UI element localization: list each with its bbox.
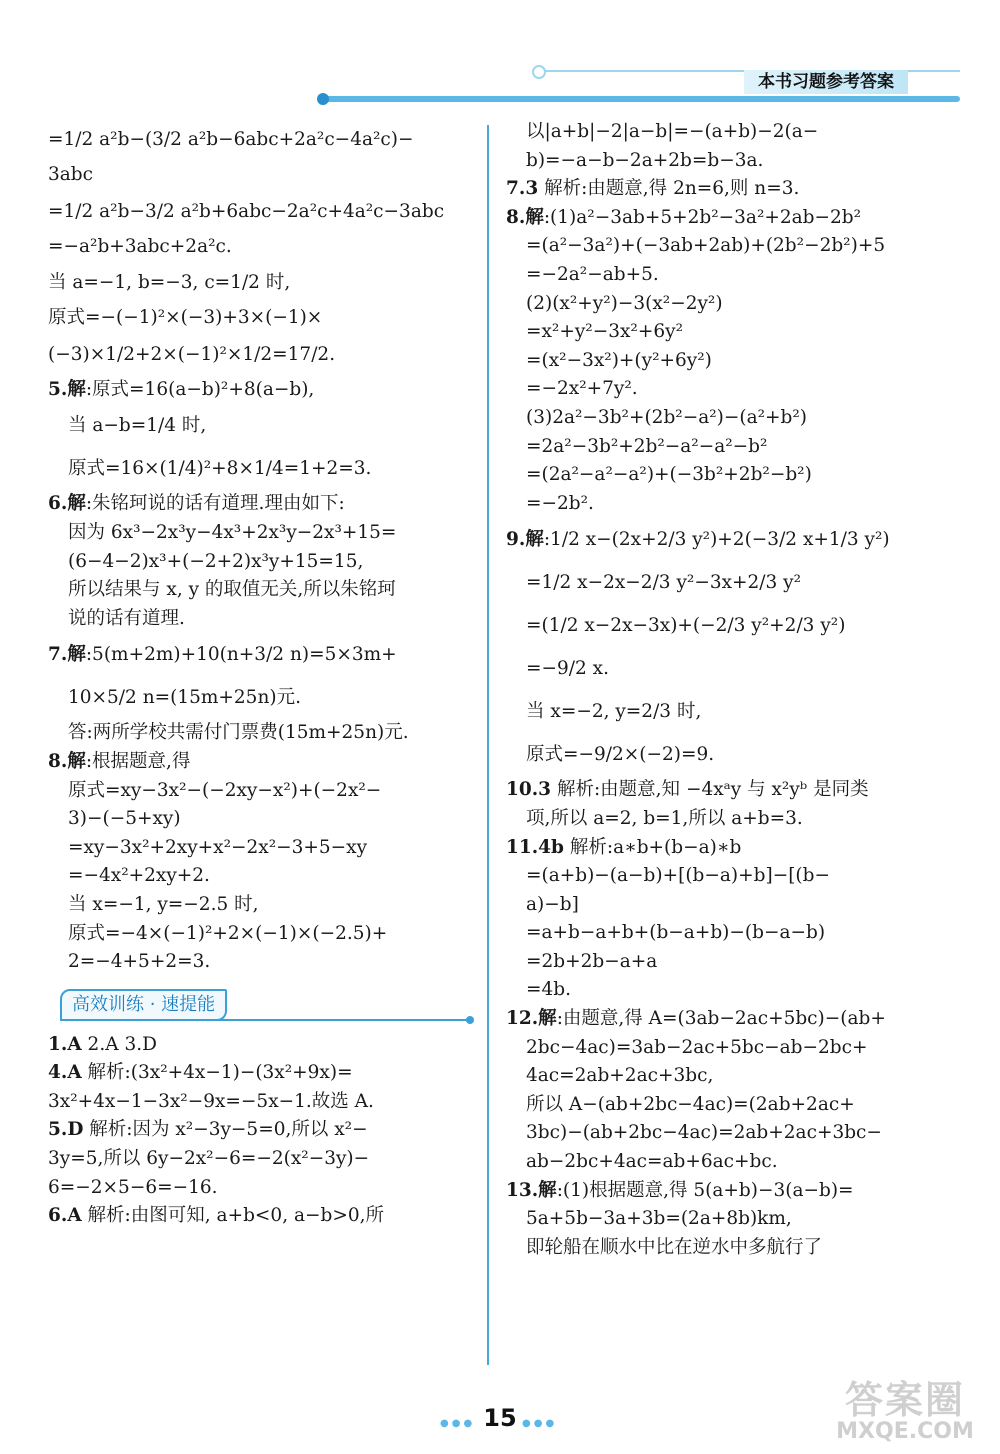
answer-text: 2.A 3.D — [81, 1033, 157, 1055]
answer-line: 原式=xy−3x²−(−2xy−x²)+(−2x²− — [68, 779, 382, 801]
answer-line: 3x²+4x−1−3x²−9x=−5x−1.故选 A. — [48, 1090, 374, 1112]
answer-line: 答:两所学校共需付门票费(15m+25n)元. — [68, 722, 409, 744]
answer-line: =a+b−a+b+(b−a+b)−(b−a−b) — [526, 922, 826, 944]
answer-line — [506, 834, 946, 863]
section-rule — [60, 1019, 470, 1021]
section-rule-dot — [466, 1016, 474, 1024]
problem-number: 8.解 — [48, 750, 86, 772]
answer-line: (3)2a²−3b²+(2b²−a²)−(a²+b²) — [526, 406, 808, 428]
right-column — [506, 118, 946, 1262]
answer-line: =−2b². — [526, 492, 594, 514]
answer-line: 3bc)−(ab+2bc−4ac)=2ab+2ac+3bc− — [526, 1122, 882, 1144]
answer-line: =(a+b)−(a−b)+[(b−a)+b]−[(b− — [526, 865, 830, 887]
answer-line — [48, 748, 480, 777]
problem-number: 5.解 — [48, 378, 86, 400]
answer-line: 原式=16×(1/4)²+8×1/4=1+2=3. — [68, 458, 372, 480]
answer-line — [48, 1031, 480, 1060]
header-ring-ornament — [532, 65, 546, 79]
answer-line: 原式=−4×(−1)²+2×(−1)×(−2.5)+ — [68, 922, 388, 944]
problem-number: 11.4b — [506, 836, 564, 858]
answer-line: 3y=5,所以 6y−2x²−6=−2(x²−3y)− — [48, 1148, 370, 1170]
answer-line: a)−b] — [526, 893, 579, 915]
answer-text: :朱铭珂说的话有道理.理由如下: — [85, 493, 345, 515]
answer-text: 解析:因为 x²−3y−5=0,所以 x²− — [83, 1119, 368, 1141]
problem-number: 4.A — [48, 1062, 82, 1084]
section-header — [60, 989, 480, 1027]
answer-line — [48, 633, 480, 676]
problem-number: 8.解 — [506, 206, 544, 228]
answer-line: =x²+y²−3x²+6y² — [526, 321, 683, 343]
problem-number: 9.解 — [506, 529, 544, 551]
answer-text: :1/2 x−(2x+2/3 y²)+2(−3/2 x+1/3 y²) — [543, 529, 890, 551]
page-number-ornament-right: ●●● — [522, 1418, 558, 1429]
answer-line: =1/2 x−2x−2/3 y²−3x+2/3 y² — [526, 572, 802, 594]
answer-line: =2b+2b−a+a — [526, 950, 658, 972]
answer-text: 解析:由题意,知 −4xᵃy 与 x²yᵇ 是同类 — [551, 779, 869, 801]
problem-number: 1.A — [48, 1033, 82, 1055]
watermark — [820, 1380, 990, 1444]
header-rule — [320, 96, 960, 102]
answer-text: :由题意,得 A=(3ab−2ac+5bc)−(ab+ — [556, 1008, 886, 1030]
answer-line — [48, 1202, 480, 1231]
answer-line — [48, 490, 480, 519]
answer-line: 3abc — [48, 164, 94, 185]
answer-text: :根据题意,得 — [85, 750, 191, 772]
problem-number: 12.解 — [506, 1008, 557, 1030]
answer-line: 当 x=−1, y=−2.5 时, — [68, 893, 259, 915]
answer-text: 解析:(3x²+4x−1)−(3x²+9x)= — [81, 1062, 353, 1084]
answer-line — [506, 175, 946, 204]
answer-line — [48, 1116, 480, 1145]
section-title: 高效训练 · 速提能 — [60, 989, 227, 1021]
answer-line — [506, 1005, 946, 1034]
answer-text: 解析:由图可知, a+b<0, a−b>0,所 — [81, 1205, 384, 1227]
running-header-title: 本书习题参考答案 — [744, 70, 908, 94]
answer-line — [506, 776, 946, 805]
answer-line: 所以结果与 x, y 的取值无关,所以朱铭珂 — [68, 579, 396, 601]
problem-number: 5.D — [48, 1119, 84, 1141]
answer-line: =1/2 a²b−3/2 a²b+6abc−2a²c+4a²c−3abc — [48, 200, 445, 222]
answer-line: =−2x²+7y². — [526, 378, 638, 400]
problem-number: 13.解 — [506, 1179, 557, 1201]
answer-text: 解析:a∗b+(b−a)∗b — [564, 836, 742, 858]
watermark-logo-text: 答案圈 — [844, 1378, 965, 1422]
answer-line — [506, 1177, 946, 1206]
answer-text: :原式=16(a−b)²+8(a−b), — [85, 378, 315, 400]
right-answers — [506, 118, 946, 1262]
answer-line: 因为 6x³−2x³y−4x³+2x³y−2x³+15= — [68, 521, 397, 543]
answer-line: 原式=−9/2×(−2)=9. — [526, 744, 715, 766]
answer-line: =(2a²−a²−a²)+(−3b²+2b²−b²) — [526, 464, 812, 486]
answer-line: =(x²−3x²)+(y²+6y²) — [526, 349, 712, 371]
answer-line: 4ac=2ab+2ac+3bc, — [526, 1065, 714, 1087]
answer-line: 说的话有道理. — [68, 607, 185, 629]
answer-line — [48, 376, 480, 405]
problem-number: 7.解 — [48, 644, 86, 666]
answer-line — [506, 518, 946, 561]
answer-line: 以|a+b|−2|a−b|=−(a+b)−2(a− — [526, 121, 819, 142]
answer-text: :(1)a²−3ab+5+2b²−3a²+2ab−2b² — [543, 206, 862, 228]
answer-line: 当 x=−2, y=2/3 时, — [526, 701, 702, 723]
answer-line: =2a²−3b²+2b²−a²−a²−b² — [526, 435, 768, 457]
answer-line: =−4x²+2xy+2. — [68, 865, 210, 887]
problem-number: 6.解 — [48, 493, 86, 515]
answer-text: 解析:由题意,得 2n=6,则 n=3. — [538, 178, 800, 200]
answer-line: 即轮船在顺水中比在逆水中多航行了 — [526, 1236, 823, 1258]
answer-line: (6−4−2)x³+(−2+2)x³y+15=15, — [68, 550, 364, 572]
left-answers-bottom — [48, 1031, 480, 1231]
answer-line: =xy−3x²+2xy+x²−2x²−3+5−xy — [68, 836, 368, 858]
answer-line: =4b. — [526, 979, 571, 1001]
column-divider — [487, 125, 489, 1365]
left-answers-top — [48, 118, 480, 977]
answer-line: 2=−4+5+2=3. — [68, 951, 211, 973]
problem-number: 10.3 — [506, 779, 552, 801]
answer-line: 2bc−4ac)=3ab−2ac+5bc−ab−2bc+ — [526, 1036, 868, 1058]
answer-line: =1/2 a²b−(3/2 a²b−6abc+2a²c−4a²c)− — [48, 129, 414, 150]
answer-line: b)=−a−b−2a+2b=b−3a. — [526, 149, 764, 171]
answer-line: 当 a=−1, b=−3, c=1/2 时, — [48, 272, 291, 294]
answer-line: 3)−(−5+xy) — [68, 808, 181, 830]
answer-line: 5a+5b−3a+3b=(2a+8b)km, — [526, 1208, 792, 1230]
answer-line: 所以 A−(ab+2bc−4ac)=(2ab+2ac+ — [526, 1093, 855, 1115]
answer-text: :5(m+2m)+10(n+3/2 n)=5×3m+ — [85, 644, 397, 666]
answer-line — [48, 1059, 480, 1088]
answer-line: (−3)×1/2+2×(−1)²×1/2=17/2. — [48, 343, 336, 365]
answer-line: 6=−2×5−6=−16. — [48, 1176, 218, 1198]
watermark-url: MXQE.COM — [836, 1419, 974, 1444]
problem-number: 6.A — [48, 1205, 82, 1227]
answer-line: (2)(x²+y²)−3(x²−2y²) — [526, 292, 723, 314]
answer-line — [506, 204, 946, 233]
header-dot-ornament — [317, 93, 329, 105]
page-number: 15 — [483, 1404, 517, 1432]
answer-line: =(1/2 x−2x−3x)+(−2/3 y²+2/3 y²) — [526, 615, 846, 637]
left-column — [48, 118, 480, 1231]
answer-line: 10×5/2 n=(15m+25n)元. — [68, 687, 301, 709]
answer-text: :(1)根据题意,得 5(a+b)−3(a−b)= — [556, 1179, 854, 1201]
answer-line: =−a²b+3abc+2a²c. — [48, 235, 232, 257]
problem-number: 7.3 — [506, 178, 539, 200]
answer-line: 当 a−b=1/4 时, — [68, 415, 207, 437]
answer-line: ab−2bc+4ac=ab+6ac+bc. — [526, 1151, 778, 1173]
answer-line: 原式=−(−1)²×(−3)+3×(−1)× — [48, 307, 323, 329]
answer-line: =−2a²−ab+5. — [526, 263, 659, 285]
answer-line: =(a²−3a²)+(−3ab+2ab)+(2b²−2b²)+5 — [526, 235, 886, 257]
answer-line: =−9/2 x. — [526, 658, 609, 680]
page-number-ornament-left: ●●● — [440, 1418, 476, 1429]
answer-line: 项,所以 a=2, b=1,所以 a+b=3. — [526, 807, 803, 829]
